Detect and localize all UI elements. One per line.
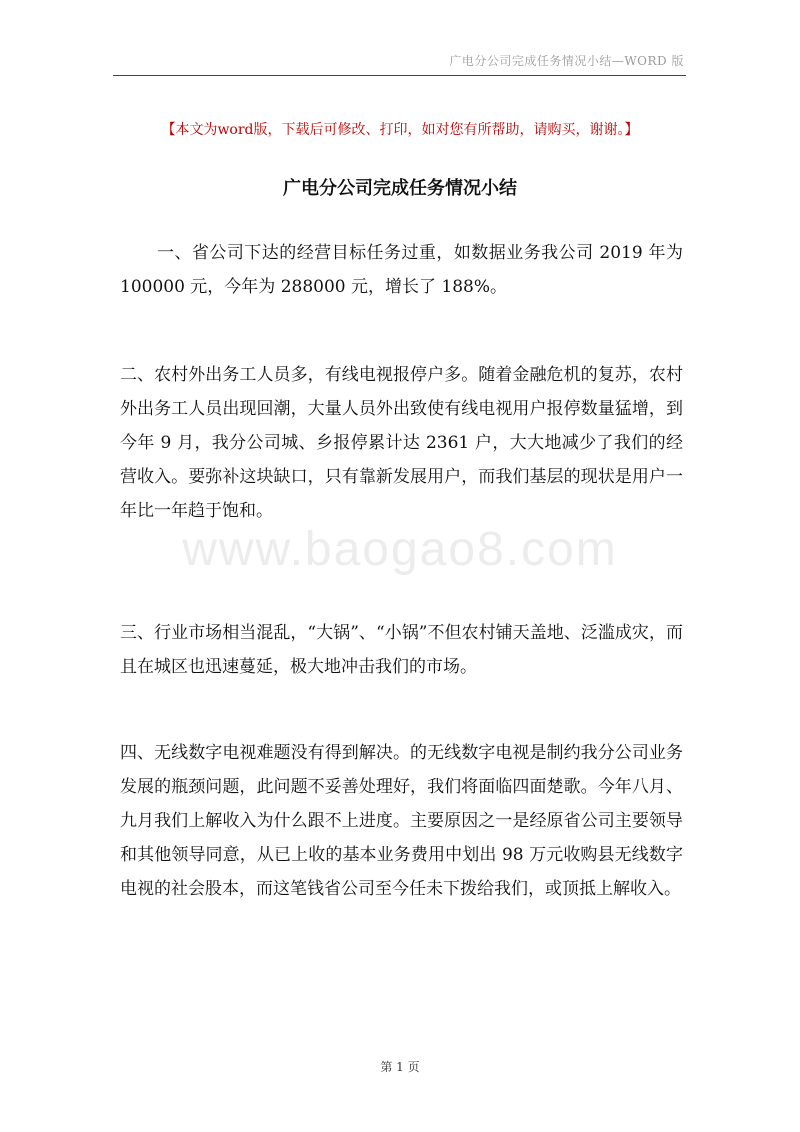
purchase-notice: 【本文为word版，下载后可修改、打印，如对您有所帮助，请购买，谢谢。】 (161, 122, 639, 138)
page-number: 第 1 页 (380, 1060, 420, 1074)
paragraph-2: 二、农村外出务工人员多，有线电视报停户多。随着金融危机的复苏，农村外出务工人员出现回潮，大量人员外出致使有线电视用户报停数量猛增，到今年 9 月，我分公司城、乡报停累计达 2361 户，大大地减少了我们的经营收入。要弥补这块缺口，只有靠新发展用户，而我们基层的现状是用户一年比一年趋于饱和。 (120, 365, 683, 521)
paragraph-4: 四、无线数字电视难题没有得到解决。的无线数字电视是制约我分公司业务发展的瓶颈问题，此问题不妥善处理好，我们将面临四面楚歌。今年八月、九月我们上解收入为什么跟不上进度。主要原因之一是经原省公司主要领导和其他领导同意，从已上收的基本业务费用中划出 98 万元收购县无线数字电视的社会股本，而这笔钱省公司至今任未下拨给我们，或顶抵上解收入。 (120, 743, 683, 899)
paragraph-1: 一、省公司下达的经营目标任务过重，如数据业务我公司 2019 年为 100000 元，今年为 288000 元，增长了 188%。 (120, 243, 683, 297)
paragraph-3: 三、行业市场相当混乱，“大锅”、“小锅”不但农村铺天盖地、泛滥成灾，而且在城区也迅速蔓延，极大地冲击我们的市场。 (120, 623, 683, 677)
running-header: 广电分公司完成任务情况小结—WORD 版 (449, 54, 684, 68)
header-divider (113, 75, 686, 76)
watermark: www.baogao8.com (182, 523, 618, 576)
document-title: 广电分公司完成任务情况小结 (283, 178, 517, 199)
